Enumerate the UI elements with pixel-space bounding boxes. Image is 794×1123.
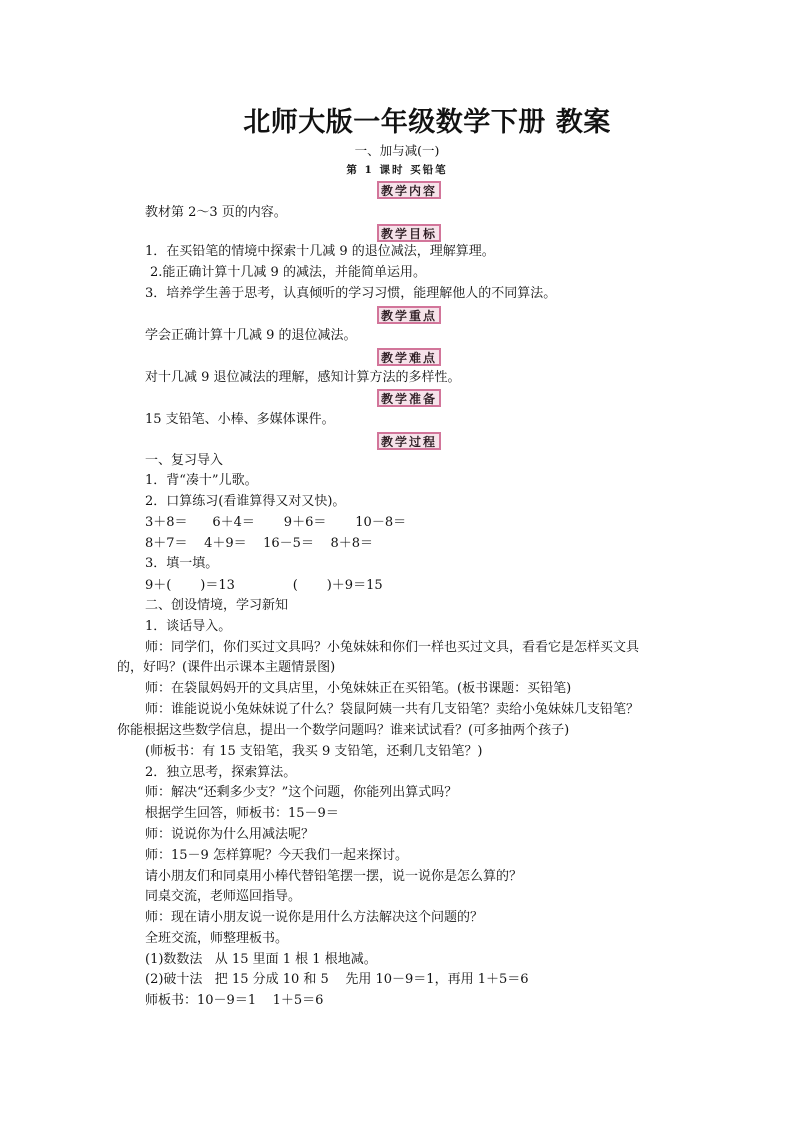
process-line: 师：现在请小朋友说一说你是用什么方法解决这个问题的？ [145, 910, 484, 925]
section-badge-difficulty: 教学难点 [377, 348, 441, 366]
preparation-text: 15 支铅笔、小棒、多媒体课件。 [145, 412, 335, 427]
section-badge-process: 教学过程 [377, 432, 441, 450]
process-line: 3．填一填。 [145, 556, 219, 571]
process-line: 2．独立思考，探索算法。 [145, 765, 297, 780]
process-line: 同桌交流，老师巡回指导。 [145, 889, 302, 904]
section-badge-key-point: 教学重点 [377, 306, 441, 324]
process-line: (2)破十法 把 15 分成 10 和 5 先用 10－9＝1，再用 1＋5＝6 [145, 972, 529, 987]
process-line: 你能根据这些数学信息，提出一个数学问题吗？谁来试试看？(可多抽两个孩子) [117, 723, 570, 738]
lesson-heading: 第 1 课时 买铅笔 [346, 164, 448, 176]
goal-item-3: 3．培养学生善于思考，认真倾听的学习习惯，能理解他人的不同算法。 [145, 286, 557, 301]
process-line: 1．谈话导入。 [145, 619, 232, 634]
process-line: (师板书：有 15 支铅笔，我买 9 支铅笔，还剩几支铅笔？) [145, 744, 483, 759]
section-badge-preparation: 教学准备 [377, 389, 441, 407]
goal-item-2: 2.能正确计算十几减 9 的减法，并能简单运用。 [150, 265, 426, 280]
process-line: 请小朋友们和同桌用小棒代替铅笔摆一摆，说一说你是怎么算的？ [145, 869, 523, 884]
section-badge-content: 教学内容 [377, 181, 441, 199]
process-line: 师：说说你为什么用减法呢？ [145, 827, 315, 842]
process-line: 8＋7＝ 4＋9＝ 16－5＝ 8＋8＝ [145, 536, 374, 551]
process-line: 3＋8＝ 6＋4＝ 9＋6＝ 10－8＝ [145, 515, 407, 530]
process-line: 一、复习导入 [145, 453, 224, 468]
process-line: 师：解决“还剩多少支？”这个问题，你能列出算式吗？ [145, 785, 458, 800]
content-text: 教材第 2～3 页的内容。 [145, 205, 287, 220]
goal-item-1: 1．在买铅笔的情境中探索十几减 9 的退位减法，理解算理。 [145, 244, 495, 259]
unit-heading: 一、加与减(一) [354, 143, 440, 158]
process-line: 师：同学们，你们买过文具吗？小兔妹妹和你们一样也买过文具，看看它是怎样买文具 [145, 640, 640, 655]
section-badge-goals: 教学目标 [377, 224, 441, 242]
process-line: 师：谁能说说小兔妹妹说了什么？袋鼠阿姨一共有几支铅笔？卖给小兔妹妹几支铅笔？ [145, 702, 640, 717]
process-line: 师：在袋鼠妈妈开的文具店里，小兔妹妹正在买铅笔。(板书课题：买铅笔) [145, 681, 572, 696]
process-line: 的，好吗？(课件出示课本主题情景图) [117, 660, 336, 675]
process-line: 1．背“凑十”儿歌。 [145, 473, 258, 488]
process-line: (1)数数法 从 15 里面 1 根 1 根地减。 [145, 952, 377, 967]
key-point-text: 学会正确计算十几减 9 的退位减法。 [145, 328, 357, 343]
process-line: 根据学生回答，师板书：15－9＝ [145, 806, 339, 821]
process-line: 师：15－9 怎样算呢？今天我们一起来探讨。 [145, 848, 408, 863]
difficulty-text: 对十几减 9 退位减法的理解，感知计算方法的多样性。 [145, 370, 461, 385]
process-line: 2．口算练习(看谁算得又对又快)。 [145, 494, 346, 509]
process-line: 全班交流，师整理板书。 [145, 931, 289, 946]
process-line: 二、创设情境，学习新知 [145, 598, 289, 613]
process-line: 师板书：10－9＝1 1＋5＝6 [145, 993, 324, 1008]
process-line: 9＋( )＝13 ( )＋9＝15 [145, 578, 383, 593]
document-title: 北师大版一年级数学下册 教案 [243, 107, 611, 138]
